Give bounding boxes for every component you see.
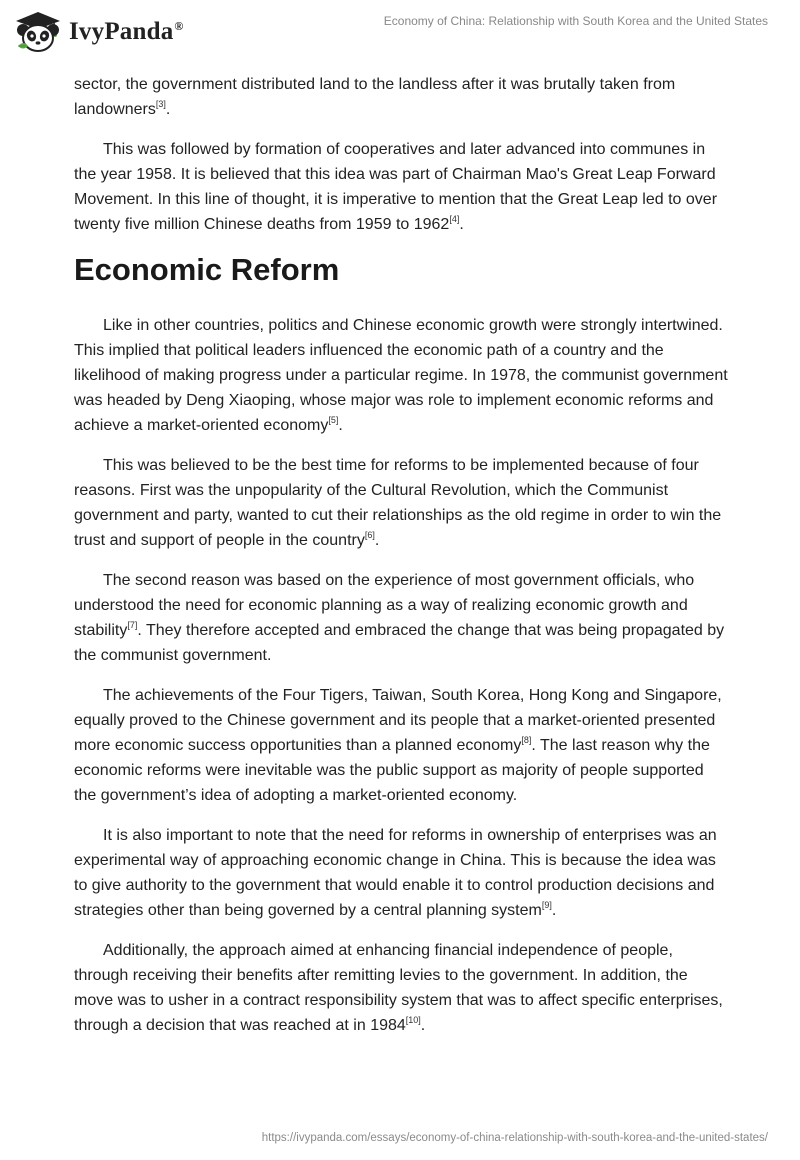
brand-name: IvyPanda®	[69, 18, 184, 45]
ivypanda-logo[interactable]	[14, 10, 184, 54]
paragraph: This was believed to be the best time for reforms to be implemented because of four reasons. First was the unpopularity of the Cultural Revolution, which the Communist government and party, wanted to cut their relationships as the old regime in order to win the trust and support of people in the country[6].	[74, 457, 722, 549]
section-heading: Economic Reform	[74, 252, 340, 287]
paragraph: The second reason was based on the experience of most government officials, who understood the need for economic planning as a way of realizing economic growth and stability[7]. They therefore accepted and embraced the change that was being propagated by the communist government.	[74, 572, 725, 664]
page-header	[0, 0, 800, 64]
running-title: Economy of China: Relationship with South Korea and the United States	[383, 14, 768, 28]
paragraph: Additionally, the approach aimed at enhancing financial independence of people, through receiving their benefits after remitting levies to the government. In addition, the move was to usher in a contract responsibility system that was to affect specific enterprises, through a decision that was reached at in 1984[10].	[74, 942, 723, 1034]
citation-ref[interactable]: [5]	[328, 414, 339, 425]
citation-ref[interactable]: [8]	[521, 734, 532, 745]
citation-ref[interactable]: [6]	[364, 529, 375, 540]
citation-ref[interactable]: [3]	[155, 98, 166, 109]
citation-ref[interactable]: [9]	[541, 899, 552, 910]
panda-graduate-icon	[14, 10, 62, 54]
paragraph: sector, the government distributed land to the landless after it was brutally taken from landowners[3].	[74, 76, 676, 118]
paragraph: It is also important to note that the need for reforms in ownership of enterprises was an experimental way of approaching economic change in China. This is because the idea was to give authority to the government that would enable it to control production decisions and strategies other than being governed by a central planning system[9].	[74, 827, 717, 919]
paragraph: This was followed by formation of cooperatives and later advanced into communes in the year 1958. It is believed that this idea was part of Chairman Mao's Great Leap Forward Movement. In this line of thought, it is imperative to mention that the Great Leap led to over twenty five million Chinese deaths from 1959 to 1962[4].	[74, 141, 718, 233]
paragraph: The achievements of the Four Tigers, Taiwan, South Korea, Hong Kong and Singapore, equally proved to the Chinese government and its people that a market-oriented presented more economic success opportunities than a planned economy[8]. The last reason why the economic reforms were inevitable was the public support as majority of people supported the government’s idea of adopting a market-oriented economy.	[74, 687, 722, 804]
paragraph: Like in other countries, politics and Chinese economic growth were strongly intertwined. This implied that political leaders influenced the economic path of a country and the likelihood of making progress under a particular regime. In 1978, the communist government was headed by Deng Xiaoping, whose major was role to implement economic reforms and achieve a market-oriented economy[5].	[74, 317, 728, 434]
citation-ref[interactable]: [7]	[127, 619, 138, 630]
source-url[interactable]: https://ivypanda.com/essays/economy-of-china-relationship-with-south-korea-and-the-united-states/	[261, 1132, 768, 1144]
essay-body	[74, 72, 728, 1053]
citation-ref[interactable]: [4]	[449, 213, 460, 224]
citation-ref[interactable]: [10]	[405, 1014, 421, 1025]
